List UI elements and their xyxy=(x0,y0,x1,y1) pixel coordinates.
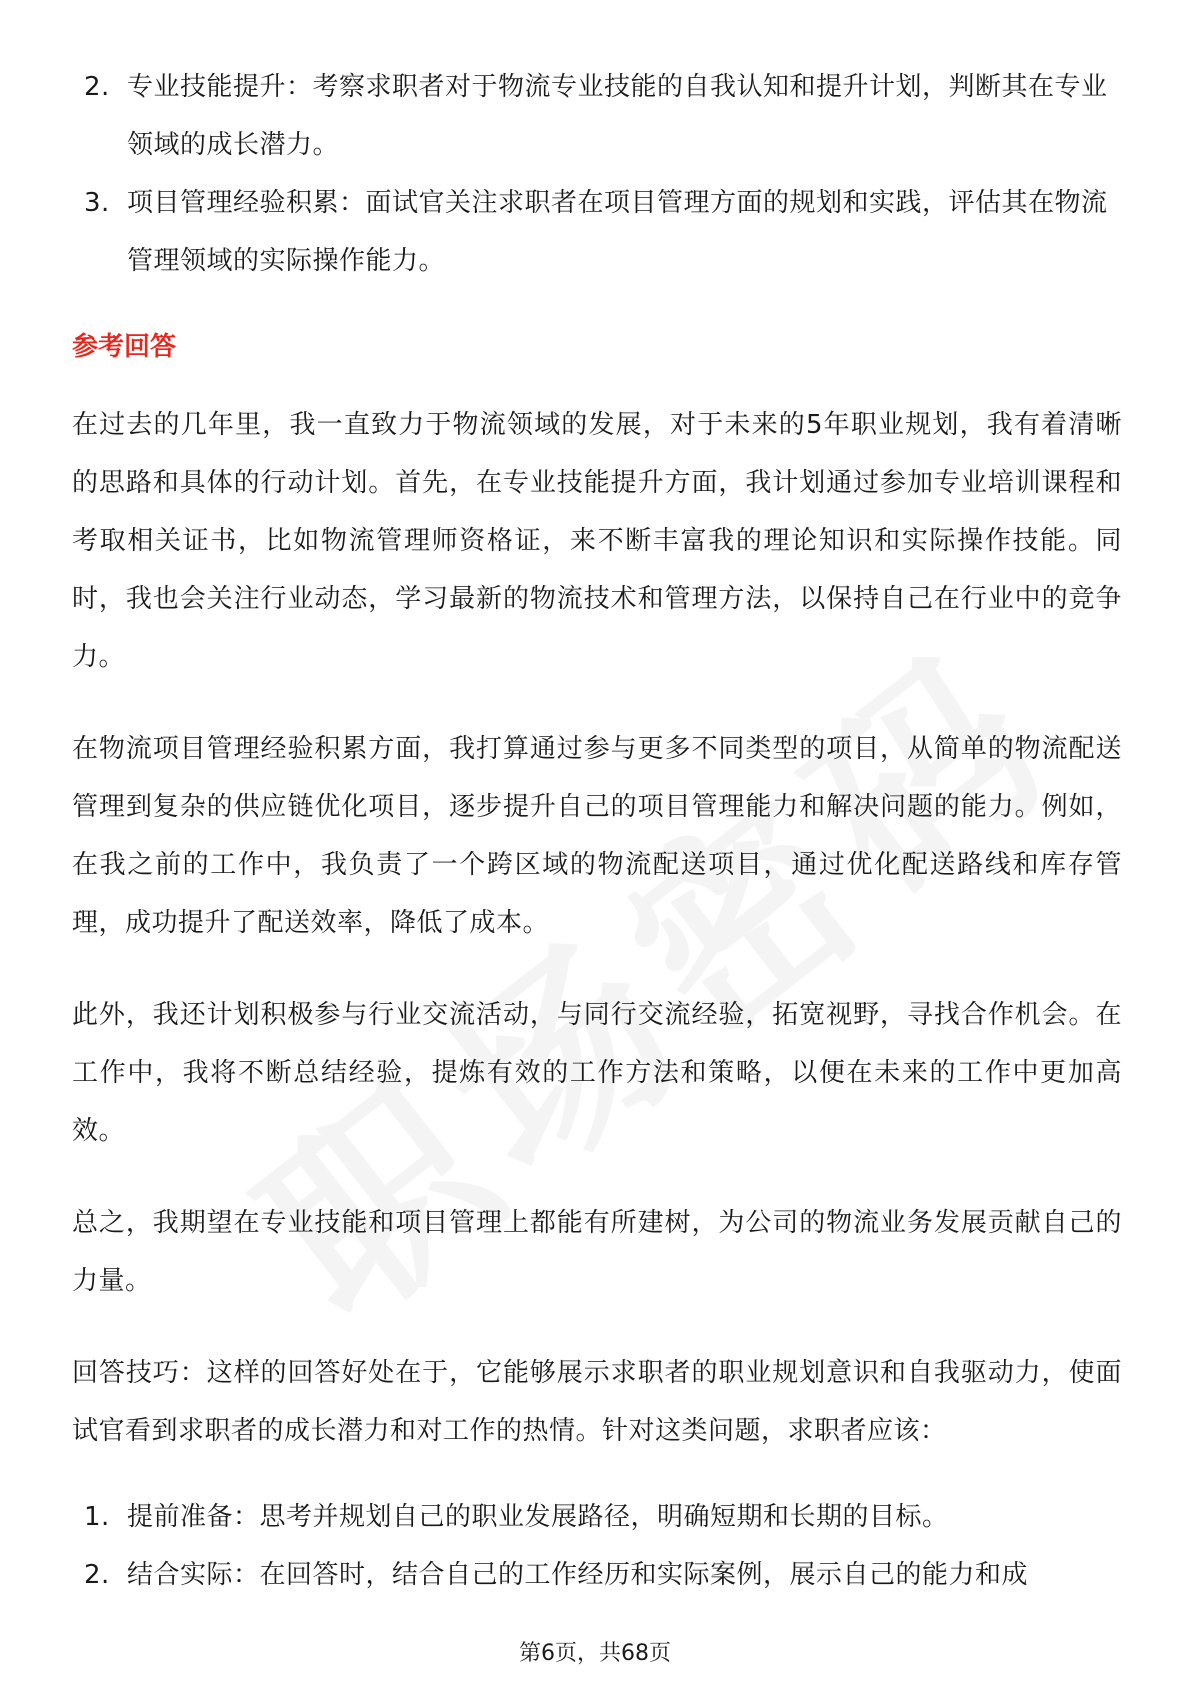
answer-tips-paragraph: 回答技巧：这样的回答好处在于，它能够展示求职者的职业规划意识和自我驱动力，使面试官看到求职者的成长潜力和对工作的热情。针对这类问题，求职者应该： xyxy=(72,1358,1122,1446)
paragraph: 此外，我还计划积极参与行业交流活动，与同行交流经验，拓宽视野，寻找合作机会。在工作中，我将不断总结经验，提炼有效的工作方法和策略，以便在未来的工作中更加高效。 xyxy=(72,1000,1122,1146)
list-item-text: 结合实际：在回答时，结合自己的工作经历和实际案例，展示自己的能力和成 xyxy=(127,1560,1029,1590)
list-item-number: 1. xyxy=(84,1502,110,1532)
list-item-text: 专业技能提升：考察求职者对于物流专业技能的自我认知和提升计划，判断其在专业领域的成长潜力。 xyxy=(127,72,1108,160)
list-item-text: 项目管理经验积累：面试官关注求职者在项目管理方面的规划和实践，评估其在物流管理领域的实际操作能力。 xyxy=(127,188,1108,276)
list-item-text: 提前准备：思考并规划自己的职业发展路径，明确短期和长期的目标。 xyxy=(127,1502,949,1532)
list-item-number: 2. xyxy=(84,72,110,102)
list-item-number: 2. xyxy=(84,1560,110,1590)
list-item xyxy=(72,58,1122,174)
bottom-numbered-list xyxy=(72,1488,1122,1604)
reference-answer-heading: 参考回答 xyxy=(72,332,177,362)
list-item xyxy=(72,174,1122,290)
top-numbered-list xyxy=(72,58,1122,290)
page-content xyxy=(72,58,1122,1604)
paragraph: 总之，我期望在专业技能和项目管理上都能有所建树，为公司的物流业务发展贡献自己的力量。 xyxy=(72,1208,1122,1296)
paragraph: 在物流项目管理经验积累方面，我打算通过参与更多不同类型的项目，从简单的物流配送管理到复杂的供应链优化项目，逐步提升自己的项目管理能力和解决问题的能力。例如，在我之前的工作中，我负责了一个跨区域的物流配送项目，通过优化配送路线和库存管理，成功提升了配送效率，降低了成本。 xyxy=(72,734,1122,938)
page-number-footer: 第6页，共68页 xyxy=(519,1641,671,1666)
list-item xyxy=(72,1488,1122,1546)
list-item-number: 3. xyxy=(84,188,110,218)
list-item xyxy=(72,1546,1122,1604)
paragraph: 在过去的几年里，我一直致力于物流领域的发展，对于未来的5年职业规划，我有着清晰的思路和具体的行动计划。首先，在专业技能提升方面，我计划通过参加专业培训课程和考取相关证书，比如物流管理师资格证，来不断丰富我的理论知识和实际操作技能。同时，我也会关注行业动态，学习最新的物流技术和管理方法，以保持自己在行业中的竞争力。 xyxy=(72,410,1122,672)
